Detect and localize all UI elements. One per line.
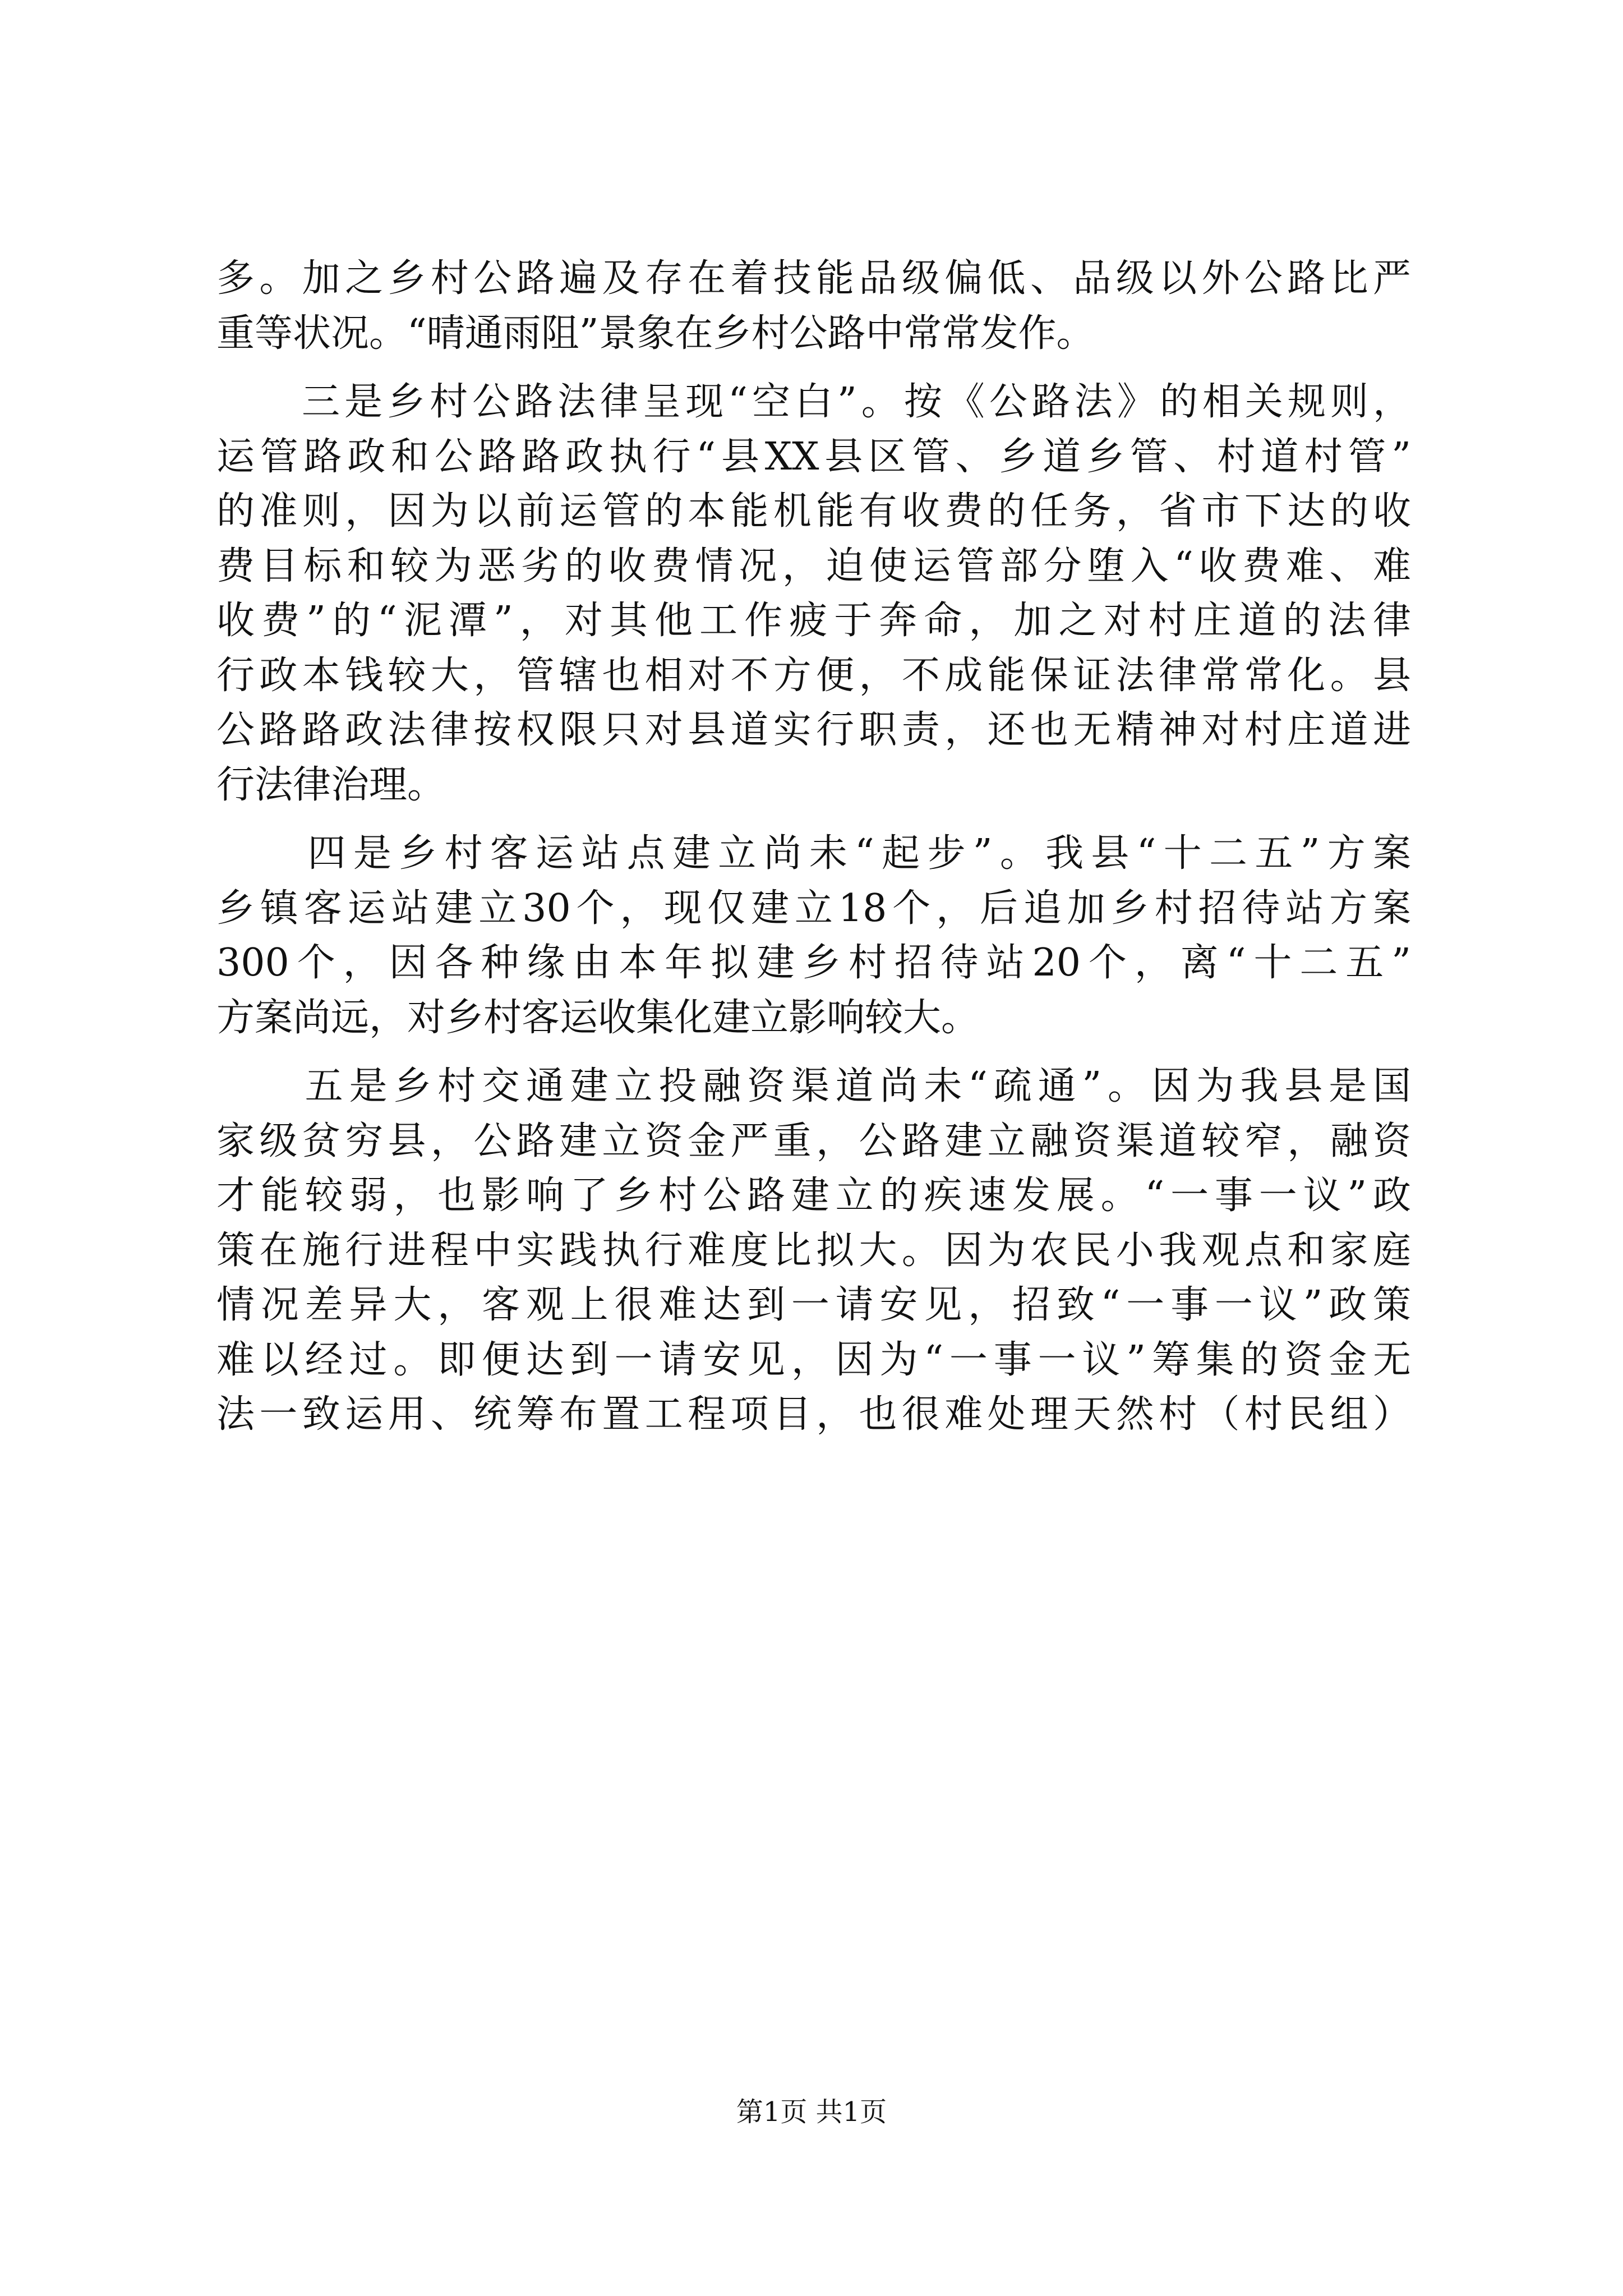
text-line: 四是乡村客运站点建立尚未“起步”。我县“十二五”方案	[216, 831, 1411, 876]
text-line: 多。加之乡村公路遍及存在着技能品级偏低、品级以外公路比严	[216, 256, 1411, 301]
text-line: 五是乡村交通建立投融资渠道尚未“疏通”。因为我县是国	[216, 1064, 1411, 1108]
page-footer: 第1页 共1页	[736, 2096, 887, 2128]
text-line: 行政本钱较大，管辖也相对不方便，不成能保证法律常常化。县	[216, 653, 1411, 698]
text-line: 收费”的“泥潭”，对其他工作疲于奔命，加之对村庄道的法律	[216, 599, 1411, 643]
text-line: 公路路政法律按权限只对县道实行职责，还也无精神对村庄道进	[216, 708, 1411, 752]
paragraph-3	[216, 826, 1411, 1045]
text-line: 策在施行进程中实践执行难度比拟大。因为农民小我观点和家庭	[216, 1228, 1411, 1273]
text-line: 方案尚远，对乡村客运收集化建立影响较大。	[216, 995, 980, 1040]
text-line: 乡镇客运站建立30个，现仅建立18个，后追加乡村招待站方案	[216, 886, 1411, 931]
text-line: 运管路政和公路路政执行“县XX县区管、乡道乡管、村道村管”	[216, 434, 1411, 479]
text-line: 三是乡村公路法律呈现“空白”。按《公路法》的相关规则，	[216, 380, 1411, 424]
text-line: 情况差异大，客观上很难达到一请安见，招致“一事一议”政策	[216, 1283, 1411, 1327]
paragraph-2	[216, 375, 1411, 812]
text-line: 300个，因各种缘由本年拟建乡村招待站20个，离“十二五”	[216, 941, 1411, 985]
paragraph-1	[216, 251, 1411, 361]
text-line: 行法律治理。	[216, 762, 446, 807]
text-line: 才能较弱，也影响了乡村公路建立的疾速发展。“一事一议”政	[216, 1174, 1411, 1218]
text-line: 重等状况。“晴通雨阻”景象在乡村公路中常常发作。	[216, 311, 1095, 356]
text-line: 家级贫穷县，公路建立资金严重，公路建立融资渠道较窄，融资	[216, 1119, 1411, 1163]
paragraph-4	[216, 1059, 1411, 1442]
text-line: 难以经过。即便达到一请安见，因为“一事一议”筹集的资金无	[216, 1337, 1411, 1382]
text-line: 法一致运用、统筹布置工程项目，也很难处理天然村（村民组）	[216, 1392, 1411, 1437]
text-line: 的准则，因为以前运管的本能机能有收费的任务，省市下达的收	[216, 489, 1411, 533]
document-body	[216, 251, 1411, 1442]
text-line: 费目标和较为恶劣的收费情况，迫使运管部分堕入“收费难、难	[216, 544, 1411, 588]
